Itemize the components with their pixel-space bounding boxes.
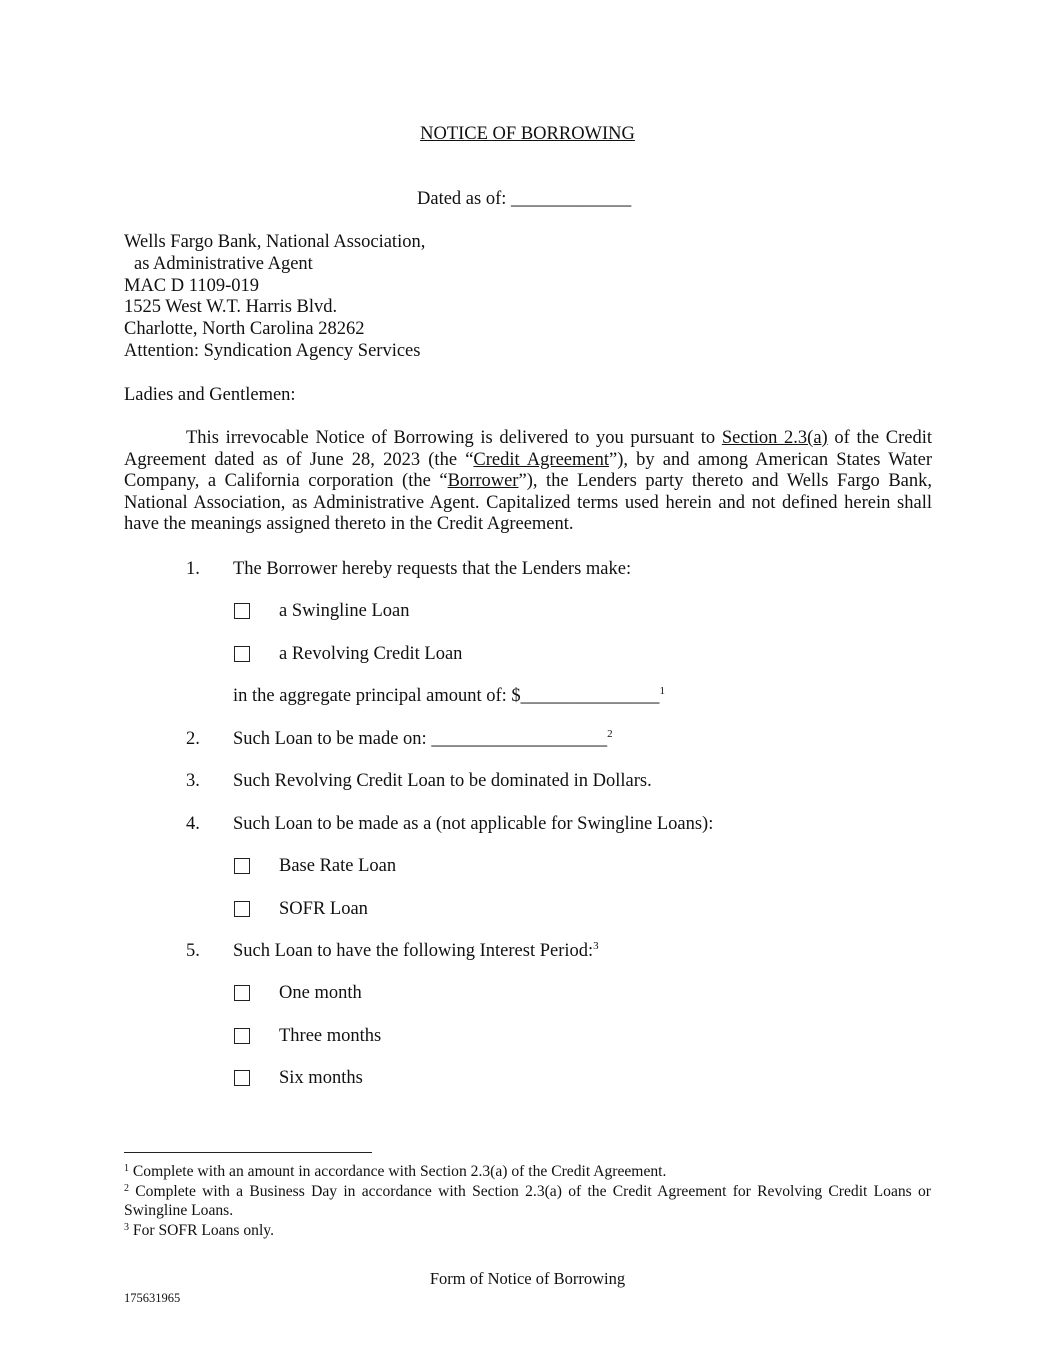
dated-label: Dated as of: [417,189,507,209]
footnote-mark: 2 [124,1182,129,1194]
footnote-text: Complete with an amount in accordance with Section 2.3(a) of the Credit Agreement. [129,1163,667,1180]
amount-text: in the aggregate principal amount of: $_______________ [233,686,660,706]
address-line: Wells Fargo Bank, National Association, [124,232,426,252]
intro-paragraph [124,428,932,536]
sofr-loan-checkbox[interactable] [234,901,250,917]
address-line: MAC D 1109-019 [124,275,259,296]
aggregate-amount-line [233,686,665,708]
intro-text: This irrevocable Notice of Borrowing is delivered to you pursuant to [186,428,722,448]
item-number: 2. [186,729,200,749]
intro-text: of the Credit Agreement dated as of June 28, 2023 (the “ [124,428,932,470]
item-text: Such Loan to be made on: ___________________ [233,729,608,749]
checkbox-label: Base Rate Loan [279,856,397,876]
document-title: NOTICE OF BORROWING [420,124,635,144]
dated-as-of-line [417,189,631,211]
dated-blank: _____________ [511,189,632,209]
document-id: 175631965 [124,1291,181,1305]
checkbox-label: a Revolving Credit Loan [279,644,463,664]
footnote [124,1221,931,1241]
checkbox-label: SOFR Loan [279,899,368,919]
page-footer: Form of Notice of Borrowing [429,1269,626,1288]
base-rate-loan-checkbox[interactable] [234,858,250,874]
footnote-text: Complete with a Business Day in accordance with Section 2.3(a) of the Credit Agreement for Revolving Credit Loans or Swingline Loans. [124,1182,931,1220]
six-months-checkbox[interactable] [234,1070,250,1086]
item-number: 1. [186,559,200,579]
item-text: Such Loan to be made as a (not applicable for Swingline Loans): [233,814,714,834]
address-line: as Administrative Agent [134,253,313,274]
three-months-checkbox[interactable] [234,1028,250,1044]
intro-text: ”), the Lenders party thereto and Wells Fargo Bank, National Association, as Administrative Agent. Capitalized terms used herein and not defined herein shall have the meanings assigned thereto in the Credit Agreement. [124,471,932,535]
footnote-text: For SOFR Loans only. [129,1221,274,1239]
interest-period-line [233,941,599,963]
address-line: Charlotte, North Carolina 28262 [124,319,365,340]
checkbox-label: One month [279,983,362,1003]
checkbox-label: Six months [279,1068,363,1088]
footnote-ref: 1 [659,685,665,697]
footnote-ref: 2 [607,728,613,740]
swingline-loan-checkbox[interactable] [234,603,250,619]
checkbox-label: Three months [279,1026,382,1046]
item-text: The Borrower hereby requests that the Lenders make: [233,559,632,579]
item-text: Such Loan to have the following Interest Period: [233,941,594,961]
checkbox-label: a Swingline Loan [279,601,410,621]
footnote-divider [124,1152,372,1153]
intro-text: ”), by and among American States Water Company, a California corporation (the “ [124,449,933,492]
footnotes [124,1162,931,1240]
defined-term-credit-agreement: Credit Agreement [473,449,609,470]
loan-date-line [233,729,613,751]
address-line: Attention: Syndication Agency Services [124,340,421,361]
footnote-mark: 3 [124,1221,129,1233]
footnote-mark: 1 [124,1163,129,1174]
recipient-address [124,232,824,363]
item-number: 3. [186,771,200,791]
footnote [124,1162,931,1182]
defined-term-borrower: Borrower [447,471,519,492]
item-number: 5. [186,941,200,961]
salutation: Ladies and Gentlemen: [124,385,296,405]
item-number: 4. [186,814,200,834]
section-reference: Section 2.3(a) [721,428,828,448]
address-line: 1525 West W.T. Harris Blvd. [124,297,338,318]
item-text: Such Revolving Credit Loan to be dominated in Dollars. [233,771,652,791]
footnote [124,1182,931,1221]
footnote-ref: 3 [593,940,599,952]
one-month-checkbox[interactable] [234,985,250,1001]
revolving-credit-loan-checkbox[interactable] [234,646,250,662]
